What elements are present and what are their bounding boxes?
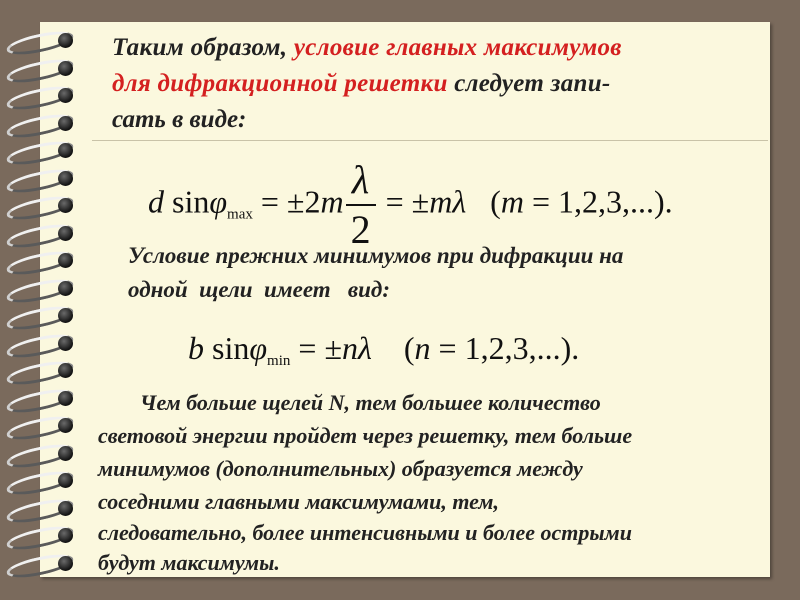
- conclusion-line-4: соседними главными максимумами, тем,: [98, 489, 499, 514]
- spiral-binding-ring-icon: [0, 58, 90, 80]
- punch-hole: [58, 226, 73, 241]
- punch-hole: [58, 556, 73, 571]
- formula-var-m-2: m: [429, 183, 453, 220]
- spiral-binding-ring-icon: [0, 195, 90, 217]
- fraction-denominator: 2: [350, 207, 371, 252]
- punch-hole: [58, 418, 73, 433]
- min-text-line-1: Условие прежних минимумов при дифракции на: [128, 243, 624, 268]
- spiral-binding-ring-icon: [0, 113, 90, 135]
- spiral-binding-ring-icon: [0, 470, 90, 492]
- punch-hole: [58, 446, 73, 461]
- formula-subscript-min: min: [267, 353, 291, 369]
- formula-eq-pm2: = ±2: [252, 183, 321, 220]
- punch-hole: [58, 143, 73, 158]
- punch-hole: [58, 336, 73, 351]
- spiral-binding-ring-icon: [0, 278, 90, 300]
- spiral-binding-ring-icon: [0, 498, 90, 520]
- spiral-binding-ring-icon: [0, 250, 90, 272]
- formula-eq-pm: = ±: [377, 183, 430, 220]
- formula-sin-2: sin: [212, 330, 250, 366]
- punch-hole: [58, 116, 73, 131]
- formula-min: [188, 330, 579, 370]
- formula-cond-var: m: [500, 183, 524, 220]
- intro-plain-text: Таким образом,: [112, 34, 294, 61]
- spiral-binding-ring-icon: [0, 525, 90, 547]
- formula-var-n: n: [342, 330, 358, 366]
- formula-eq-pm-2: = ±: [290, 330, 342, 366]
- fraction-numerator: λ: [351, 157, 370, 202]
- formula-cond-rest: = 1,2,3,...).: [523, 183, 673, 220]
- punch-hole: [58, 528, 73, 543]
- spiral-binding-ring-icon: [0, 415, 90, 437]
- punch-hole: [58, 501, 73, 516]
- conclusion-line-6: будут максимумы.: [98, 550, 280, 575]
- punch-hole: [58, 88, 73, 103]
- spiral-binding-ring-icon: [0, 30, 90, 52]
- punch-hole: [58, 363, 73, 378]
- spiral-binding-ring-icon: [0, 553, 90, 575]
- punch-hole: [58, 198, 73, 213]
- separator-line: [92, 140, 768, 141]
- conclusion-line-2: световой энергии пройдет через решетку, тем больше: [98, 423, 633, 448]
- spiral-binding-ring-icon: [0, 140, 90, 162]
- punch-hole: [58, 391, 73, 406]
- formula-lambda-2: λ: [358, 330, 372, 366]
- formula-phi-2: φ: [249, 330, 268, 366]
- spiral-binding-ring-icon: [0, 305, 90, 327]
- intro-line-3: сать в виде:: [112, 106, 247, 133]
- formula-var-b: b: [188, 330, 204, 366]
- intro-red-text: условие главных максимумов: [293, 34, 622, 61]
- spiral-binding-ring-icon: [0, 223, 90, 245]
- conclusion-line-5: следовательно, более интенсивными и более острыми: [98, 520, 632, 545]
- conclusion-line-1: Чем больше щелей N, тем большее количество: [140, 390, 601, 415]
- punch-hole: [58, 33, 73, 48]
- punch-hole: [58, 281, 73, 296]
- formula-sin: sin: [172, 183, 210, 220]
- punch-hole: [58, 473, 73, 488]
- formula-cond-rest-2: = 1,2,3,...).: [430, 330, 580, 366]
- min-text-line-2: одной щели имеет вид:: [128, 277, 390, 302]
- punch-hole: [58, 61, 73, 76]
- formula-cond-open: (: [466, 183, 501, 220]
- spiral-binding-ring-icon: [0, 360, 90, 382]
- intro-red-text-2: для дифракционной решетки: [112, 70, 448, 97]
- formula-fraction: [346, 157, 376, 252]
- formula-cond-open-2: (: [371, 330, 415, 366]
- spiral-binding-ring-icon: [0, 443, 90, 465]
- formula-subscript-max: max: [227, 206, 253, 223]
- intro-line-2: [112, 70, 611, 98]
- punch-hole: [58, 308, 73, 323]
- spiral-binding-ring-icon: [0, 85, 90, 107]
- formula-cond-var-2: n: [414, 330, 431, 366]
- punch-hole: [58, 253, 73, 268]
- punch-hole: [58, 171, 73, 186]
- intro-line-1: [112, 34, 622, 62]
- spiral-binding-ring-icon: [0, 388, 90, 410]
- spiral-binding-ring-icon: [0, 333, 90, 355]
- formula-max: [148, 157, 673, 252]
- formula-phi: φ: [209, 183, 228, 220]
- formula-var-d: d: [148, 183, 164, 220]
- formula-var-m: m: [320, 183, 344, 220]
- conclusion-line-3: минимумов (дополнительных) образуется между: [98, 456, 583, 481]
- spiral-binding-ring-icon: [0, 168, 90, 190]
- intro-plain-text-2: следует запи-: [447, 70, 611, 97]
- formula-lambda: λ: [452, 183, 467, 220]
